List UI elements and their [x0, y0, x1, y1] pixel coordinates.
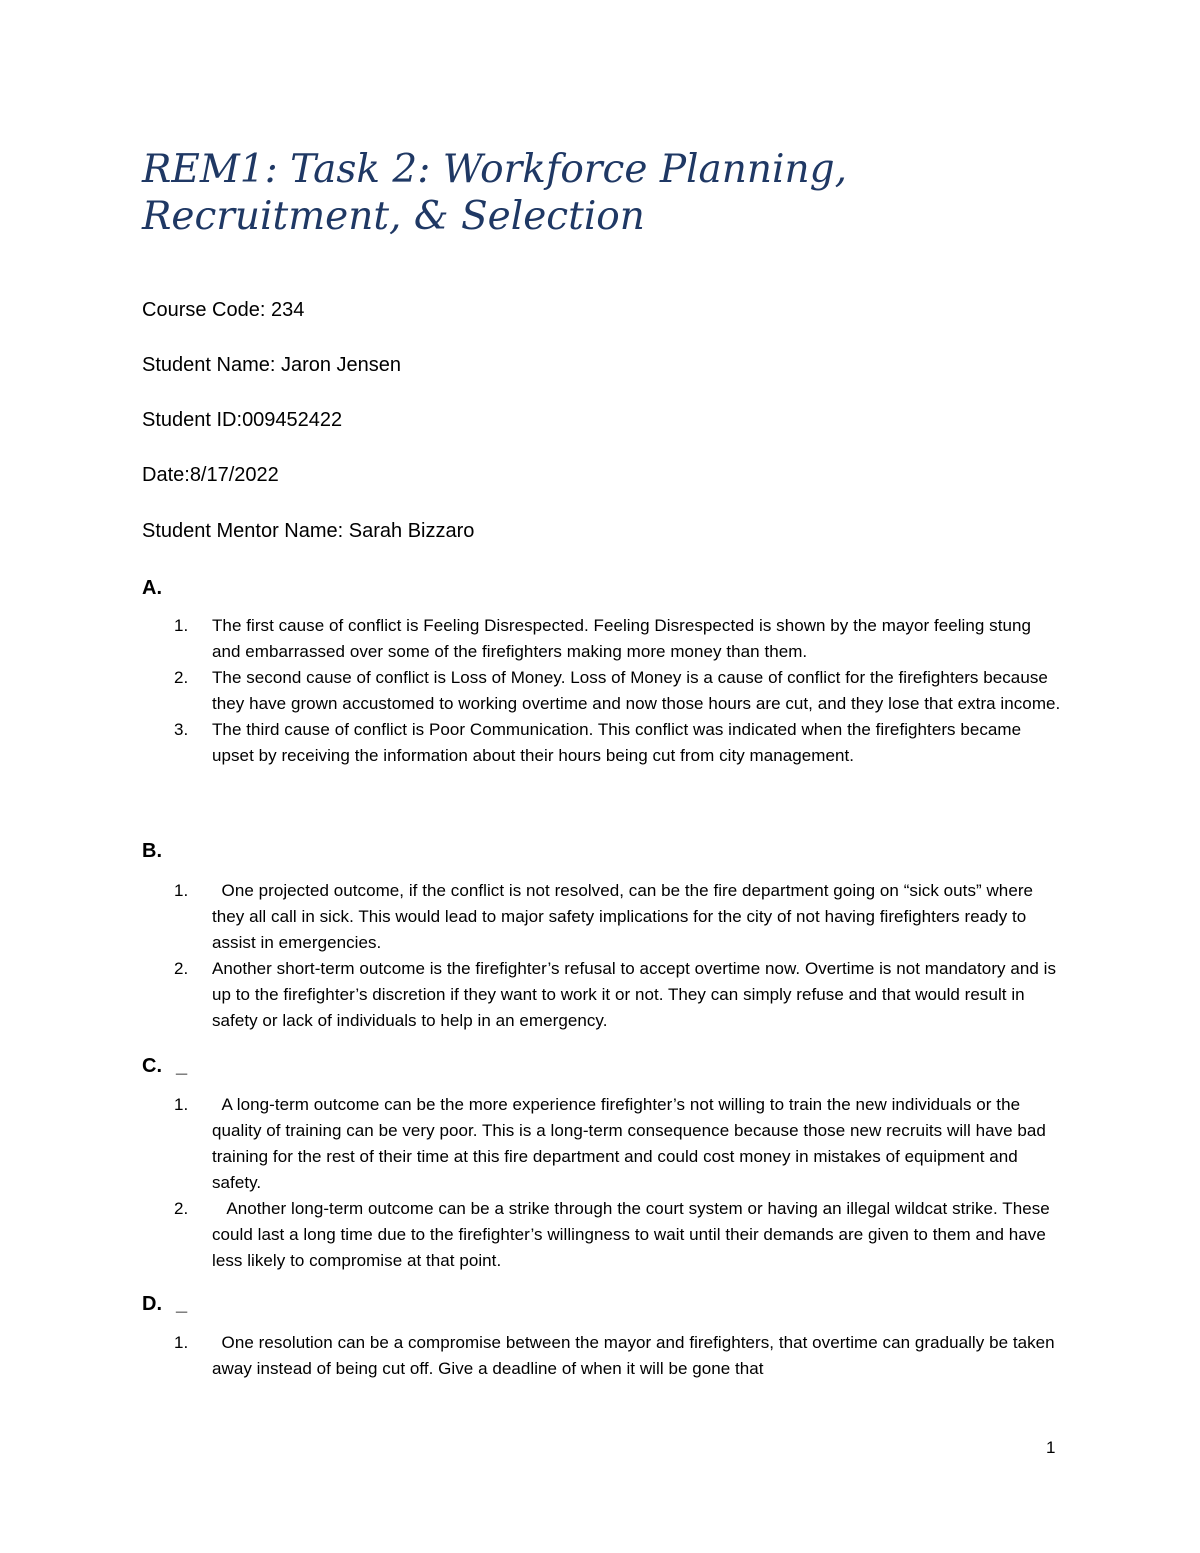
meta-student-name [142, 352, 401, 378]
meta-label: Student Mentor Name: [142, 520, 349, 542]
list-number: 1. [174, 616, 189, 635]
section-letter: A. [142, 577, 162, 599]
meta-mentor-name [142, 518, 474, 544]
page-number: 1 [1046, 1438, 1056, 1457]
meta-label: Course Code: [142, 299, 271, 321]
section-d-list [142, 1330, 1062, 1382]
list-number: 2. [174, 668, 189, 687]
list-number: 1. [174, 881, 189, 900]
list-text: A long-term outcome can be the more experience firefighter’s not willing to train the new individuals or the quality of training can be very poor. This is a long-term consequence because those new recruits will have bad training for the rest of their time at this fire department and could cost money in mistakes of equipment and safety. [212, 1095, 1051, 1192]
list-number: 1. [174, 1333, 189, 1352]
section-b-list [142, 878, 1062, 1034]
list-text: The third cause of conflict is Poor Communication. This conflict was indicated when the firefighters became upset by receiving the information about their hours being cut from city management. [212, 720, 1022, 765]
list-text: The first cause of conflict is Feeling Disrespected. Feeling Disrespected is shown by the mayor feeling stung and embarrassed over some of the firefighters making more money than them. [212, 616, 1031, 661]
section-heading-c [142, 1053, 187, 1079]
section-blank: _ [176, 1055, 188, 1077]
list-number: 2. [174, 959, 189, 978]
section-a-list [142, 613, 1062, 769]
list-item [142, 613, 1062, 665]
meta-label: Student Name: [142, 354, 281, 376]
section-heading-a [142, 575, 176, 601]
document-title: REM1: Task 2: Workforce Planning, Recruitment, & Selection [142, 147, 847, 239]
list-item [142, 878, 1062, 956]
meta-value: 234 [270, 299, 305, 321]
section-heading-d [142, 1291, 187, 1317]
list-item [142, 1196, 1062, 1274]
list-item [142, 1330, 1062, 1382]
meta-student-id [142, 407, 342, 433]
meta-value: Sarah Bizzaro [348, 520, 475, 542]
list-text: The second cause of conflict is Loss of Money. Loss of Money is a cause of conflict for the firefighters because they have grown accustomed to working overtime and now those hours are cut, and they lose that extra income. [212, 668, 1061, 713]
meta-date [142, 462, 279, 488]
list-item [142, 956, 1062, 1034]
list-item [142, 665, 1062, 717]
section-blank: _ [176, 1293, 188, 1315]
meta-label: Date: [142, 464, 190, 486]
list-number: 3. [174, 720, 189, 739]
list-text: Another long-term outcome can be a strike through the court system or having an illegal wildcat strike. These could last a long time due to the firefighter’s willingness to wait until their demands are given to them and have less likely to compromise at that point. [212, 1199, 1055, 1270]
meta-course-code [142, 297, 304, 323]
list-item [142, 1092, 1062, 1196]
section-c-list [142, 1092, 1062, 1274]
section-letter: B. [142, 840, 162, 862]
section-letter: D. [142, 1293, 162, 1315]
meta-value: 8/17/2022 [189, 464, 279, 486]
list-number: 1. [174, 1095, 189, 1114]
section-letter: C. [142, 1055, 162, 1077]
list-text: Another short-term outcome is the firefighter’s refusal to accept overtime now. Overtime is not mandatory and is up to the firefighter’s discretion if they want to work it or not. They can simply refuse and that would result in safety or lack of individuals to help in an emergency. [212, 959, 1057, 1030]
list-text: One projected outcome, if the conflict is not resolved, can be the fire department going on “sick outs” where they all call in sick. This would lead to major safety implications for the city of not having firefighters ready to assist in emergencies. [212, 881, 1038, 952]
list-item [142, 717, 1062, 769]
section-heading-b [142, 838, 176, 864]
list-text: One resolution can be a compromise between the mayor and firefighters, that overtime can gradually be taken away instead of being cut off. Give a deadline of when it will be gone that [212, 1333, 1060, 1378]
meta-value: Jaron Jensen [280, 354, 402, 376]
meta-label: Student ID: [142, 409, 243, 431]
meta-value: 009452422 [242, 409, 343, 431]
list-number: 2. [174, 1199, 189, 1218]
